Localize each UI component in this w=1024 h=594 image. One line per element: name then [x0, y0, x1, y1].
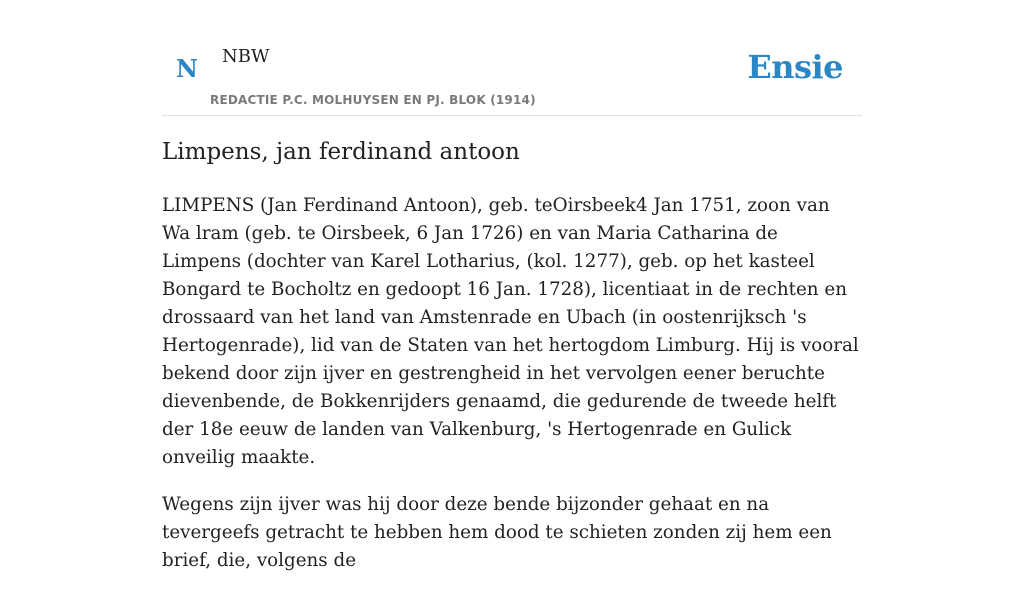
header — [162, 0, 862, 116]
source-logo[interactable]: N — [176, 54, 198, 83]
source-subtitle: REDACTIE P.C. MOLHUYSEN EN PJ. BLOK (1914) — [210, 93, 536, 107]
article-title: Limpens, jan ferdinand antoon — [162, 139, 520, 165]
article-paragraph: Wegens zijn ijver was hij door deze bende bijzonder gehaat en na tevergeefs getracht te hebben hem dood te schieten zonden zij hem een brief, die, volgens de — [162, 494, 832, 571]
article-body — [162, 192, 862, 594]
brand-logo[interactable]: Ensie — [747, 48, 843, 86]
article-paragraph: LIMPENS (Jan Ferdinand Antoon), geb. teOirsbeek4 Jan 1751, zoon van Wa lram (geb. te Oirsbeek, 6 Jan 1726) en van Maria Catharina de Limpens (dochter van Karel Lotharius, (kol. 1277), geb. op het kasteel Bongard te Bocholtz en gedoopt 16 Jan. 1728), licentiaat in de rechten en drossaard van het land van Amstenrade en Ubach (in oostenrijksch 's Hertogenrade), lid van de Staten van het hertogdom Limburg. Hij is vooral bekend door zijn ijver en gestrengheid in het vervolgen eener beruchte dievenbende, de Bokkenrijders genaamd, die gedurende de tweede helft der 18e eeuw de landen van Valkenburg, 's Hertogenrade en Gulick onveilig maakte. — [162, 195, 859, 468]
source-name[interactable]: NBW — [222, 46, 270, 67]
